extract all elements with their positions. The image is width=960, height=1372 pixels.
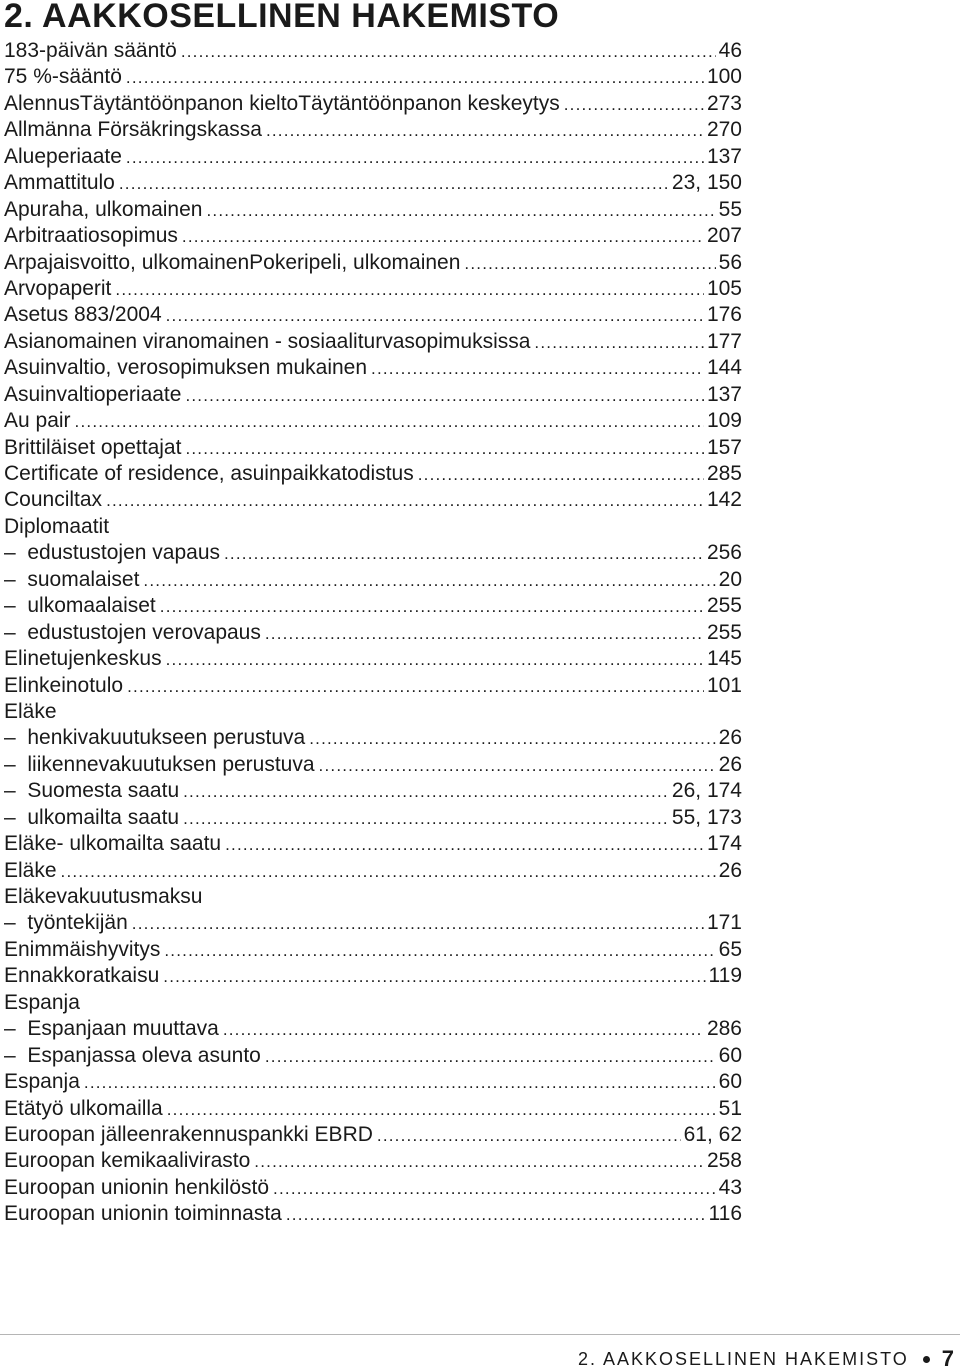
index-entry-label: Eläkevakuutusmaksu: [4, 885, 203, 908]
index-entry: [4, 382, 742, 408]
index-entry: [4, 117, 742, 143]
dot-leader: [464, 251, 715, 277]
index-entry-pages: 145: [706, 647, 742, 671]
index-entry-label: Arvopaperit: [4, 276, 112, 300]
index-entry-label: Arbitraatiosopimus: [4, 224, 178, 248]
index-entry-pages: 26: [718, 858, 742, 882]
index-entry-pages: 26: [718, 726, 742, 750]
index-entry: [4, 620, 742, 646]
index-entry-label: – edustustojen verovapaus: [4, 620, 261, 646]
index-entry-label: Euroopan unionin toiminnasta: [4, 1202, 282, 1226]
alphabetical-index: [4, 38, 742, 1228]
index-entry: [4, 963, 742, 989]
index-entry-label: Brittiläiset opettajat: [4, 435, 182, 459]
index-entry-pages: 65: [718, 937, 742, 961]
dot-leader: [534, 330, 704, 356]
dot-leader: [119, 171, 669, 197]
index-entry-label: Euroopan jälleenrakennuspankki EBRD: [4, 1122, 373, 1146]
index-entry: [4, 64, 742, 90]
index-entry-label: – ulkomaalaiset: [4, 593, 156, 619]
index-entry-pages: 255: [706, 620, 742, 644]
index-entry-label: Asetus 883/2004: [4, 303, 162, 327]
index-entry-label: – Espanjassa oleva asunto: [4, 1043, 261, 1069]
dot-leader: [185, 436, 704, 462]
index-entry-pages: 174: [706, 832, 742, 856]
index-entry-label: – liikennevakuutuksen perustuva: [4, 752, 315, 778]
index-entry-pages: 56: [718, 250, 742, 274]
index-entry-pages: 26, 174: [671, 779, 742, 803]
index-entry-pages: 270: [706, 118, 742, 142]
index-entry-label: Asianomainen viranomainen - sosiaaliturvasopimuksissa: [4, 329, 531, 353]
dot-leader: [183, 779, 669, 805]
index-entry-pages: 177: [706, 329, 742, 353]
dot-leader: [126, 65, 704, 91]
index-entry-pages: 109: [706, 409, 742, 433]
index-entry: [4, 752, 742, 778]
index-entry-pages: 26: [718, 752, 742, 776]
index-entry: [4, 1096, 742, 1122]
index-entry-pages: 256: [706, 541, 742, 565]
index-entry-pages: 116: [708, 1202, 742, 1226]
dot-leader: [266, 118, 704, 144]
dot-leader: [75, 409, 704, 435]
index-entry: [4, 567, 742, 593]
index-group-heading: [4, 514, 742, 540]
index-entry: [4, 408, 742, 434]
index-entry: [4, 646, 742, 672]
index-entry-label: Certificate of residence, asuinpaikkatodistus: [4, 462, 414, 485]
dot-leader: [61, 859, 716, 885]
index-entry-label: – suomalaiset: [4, 567, 139, 593]
index-entry: [4, 1043, 742, 1069]
dot-leader: [223, 1017, 704, 1043]
index-entry-label: Euroopan unionin henkilöstö: [4, 1175, 270, 1199]
index-entry-pages: 286: [706, 1017, 742, 1041]
index-entry-label: Euroopan kemikaalivirasto: [4, 1149, 251, 1173]
page-heading: 2. AAKKOSELLINEN HAKEMISTO: [4, 0, 560, 35]
dot-leader: [127, 674, 704, 700]
dot-leader: [167, 1097, 716, 1123]
index-entry-label: Elinkeinotulo: [4, 673, 124, 697]
index-entry-label: Ammattitulo: [4, 171, 115, 195]
index-entry: [4, 250, 742, 276]
index-entry-pages: 207: [706, 224, 742, 248]
index-entry-label: – Suomesta saatu: [4, 778, 179, 804]
dot-leader: [115, 277, 704, 303]
index-entry: [4, 276, 742, 302]
index-entry-pages: 137: [706, 382, 742, 406]
index-entry-label: AlennusTäytäntöönpanon kieltoTäytäntöönpanon keskeytys: [4, 91, 560, 115]
index-entry: [4, 831, 742, 857]
index-entry: [4, 1201, 742, 1227]
index-entry-pages: 23, 150: [671, 171, 742, 195]
dot-leader: [164, 938, 715, 964]
index-entry-label: Eläke: [4, 858, 57, 882]
dot-leader: [254, 1149, 704, 1175]
index-entry: [4, 1175, 742, 1201]
dot-leader: [377, 1123, 681, 1149]
index-entry-pages: 142: [706, 488, 742, 512]
dot-leader: [132, 911, 704, 937]
index-entry-label: – edustustojen vapaus: [4, 540, 220, 566]
index-entry: [4, 487, 742, 513]
bullet-icon: [923, 1356, 930, 1363]
dot-leader: [166, 647, 704, 673]
index-entry-pages: 60: [718, 1070, 742, 1094]
index-entry-label: Asuinvaltio, verosopimuksen mukainen: [4, 356, 368, 380]
index-entry-label: – työntekijän: [4, 910, 128, 936]
index-entry-label: Allmänna Försäkringskassa: [4, 118, 262, 142]
dot-leader: [181, 39, 716, 65]
dot-leader: [319, 753, 716, 779]
dot-leader: [371, 356, 704, 382]
index-entry-pages: 255: [706, 594, 742, 618]
index-entry-label: Diplomaatit: [4, 514, 110, 538]
index-entry: [4, 170, 742, 196]
dot-leader: [183, 806, 669, 832]
dot-leader: [160, 594, 704, 620]
index-entry-pages: 119: [708, 964, 742, 988]
index-entry: [4, 435, 742, 461]
index-entry: [4, 805, 742, 831]
dot-leader: [126, 145, 704, 171]
index-entry: [4, 91, 742, 117]
index-entry-label: 75 %-sääntö: [4, 65, 122, 89]
index-group-heading: [4, 884, 742, 910]
index-entry-label: Asuinvaltioperiaate: [4, 382, 182, 406]
index-entry-label: – henkivakuutukseen perustuva: [4, 725, 305, 751]
index-entry-pages: 46: [718, 39, 742, 62]
index-entry-pages: 101: [706, 673, 742, 697]
index-entry-pages: 285: [706, 462, 742, 485]
index-entry-label: Eläke: [4, 699, 57, 723]
index-entry-pages: 144: [706, 356, 742, 380]
index-entry: [4, 778, 742, 804]
footer-divider: [0, 1334, 960, 1335]
index-entry-label: Au pair: [4, 409, 71, 433]
index-entry-label: 183-päivän sääntö: [4, 39, 177, 62]
index-entry-label: Apuraha, ulkomainen: [4, 197, 203, 221]
dot-leader: [166, 303, 704, 329]
index-entry: [4, 910, 742, 936]
index-entry: [4, 593, 742, 619]
index-entry: [4, 461, 742, 487]
index-entry-label: Arpajaisvoitto, ulkomainenPokeripeli, ulkomainen: [4, 250, 461, 274]
index-entry-pages: 51: [718, 1096, 742, 1120]
index-entry: [4, 329, 742, 355]
index-entry: [4, 302, 742, 328]
index-group-heading: [4, 699, 742, 725]
index-entry-label: Eläke- ulkomailta saatu: [4, 832, 222, 856]
dot-leader: [163, 964, 705, 990]
index-entry-label: Elinetujenkeskus: [4, 647, 162, 671]
index-entry-pages: 20: [718, 567, 742, 591]
dot-leader: [185, 383, 704, 409]
index-entry-pages: 176: [706, 303, 742, 327]
index-entry: [4, 223, 742, 249]
dot-leader: [286, 1202, 706, 1228]
dot-leader: [225, 832, 704, 858]
dot-leader: [84, 1070, 716, 1096]
page-footer: [578, 1346, 954, 1372]
footer-section-title: 2. AAKKOSELLINEN HAKEMISTO: [577, 1348, 909, 1369]
index-entry-pages: 137: [706, 144, 742, 168]
index-entry-label: Ennakkoratkaisu: [4, 964, 160, 988]
index-entry: [4, 197, 742, 223]
index-entry-pages: 171: [706, 911, 742, 935]
index-entry-pages: 61, 62: [683, 1122, 742, 1146]
index-entry-pages: 157: [706, 435, 742, 459]
index-entry: [4, 1122, 742, 1148]
dot-leader: [143, 568, 715, 594]
index-entry-pages: 55, 173: [671, 805, 742, 829]
index-entry-pages: 43: [718, 1175, 742, 1199]
index-entry: [4, 1148, 742, 1174]
index-entry-pages: 105: [706, 276, 742, 300]
index-entry: [4, 673, 742, 699]
index-entry: [4, 1016, 742, 1042]
index-entry: [4, 355, 742, 381]
dot-leader: [265, 1044, 716, 1070]
index-entry-pages: 55: [718, 197, 742, 221]
index-entry: [4, 540, 742, 566]
index-entry-label: Etätyö ulkomailla: [4, 1096, 163, 1120]
dot-leader: [564, 92, 704, 118]
dot-leader: [224, 541, 704, 567]
index-entry: [4, 725, 742, 751]
index-entry-label: Counciltax: [4, 488, 103, 512]
dot-leader: [265, 621, 704, 647]
index-entry-label: Enimmäishyvitys: [4, 937, 161, 961]
page-number: 7: [941, 1346, 954, 1371]
index-entry-label: Espanja: [4, 990, 80, 1014]
index-entry-pages: 100: [706, 65, 742, 89]
index-entry: [4, 937, 742, 963]
dot-leader: [106, 488, 704, 514]
index-entry: [4, 858, 742, 884]
index-entry-label: – ulkomailta saatu: [4, 805, 179, 831]
dot-leader: [309, 726, 715, 752]
index-entry: [4, 38, 742, 64]
index-entry-pages: 60: [718, 1043, 742, 1067]
index-entry-label: – Espanjaan muuttava: [4, 1016, 219, 1042]
index-entry-label: Alueperiaate: [4, 144, 122, 168]
index-entry: [4, 144, 742, 170]
index-group-heading: [4, 990, 742, 1016]
index-entry-pages: 273: [706, 91, 742, 115]
dot-leader: [182, 224, 704, 250]
dot-leader: [273, 1176, 716, 1202]
dot-leader: [418, 462, 704, 488]
dot-leader: [206, 198, 715, 224]
index-entry: [4, 1069, 742, 1095]
index-entry-label: Espanja: [4, 1070, 80, 1094]
index-entry-pages: 258: [706, 1149, 742, 1173]
